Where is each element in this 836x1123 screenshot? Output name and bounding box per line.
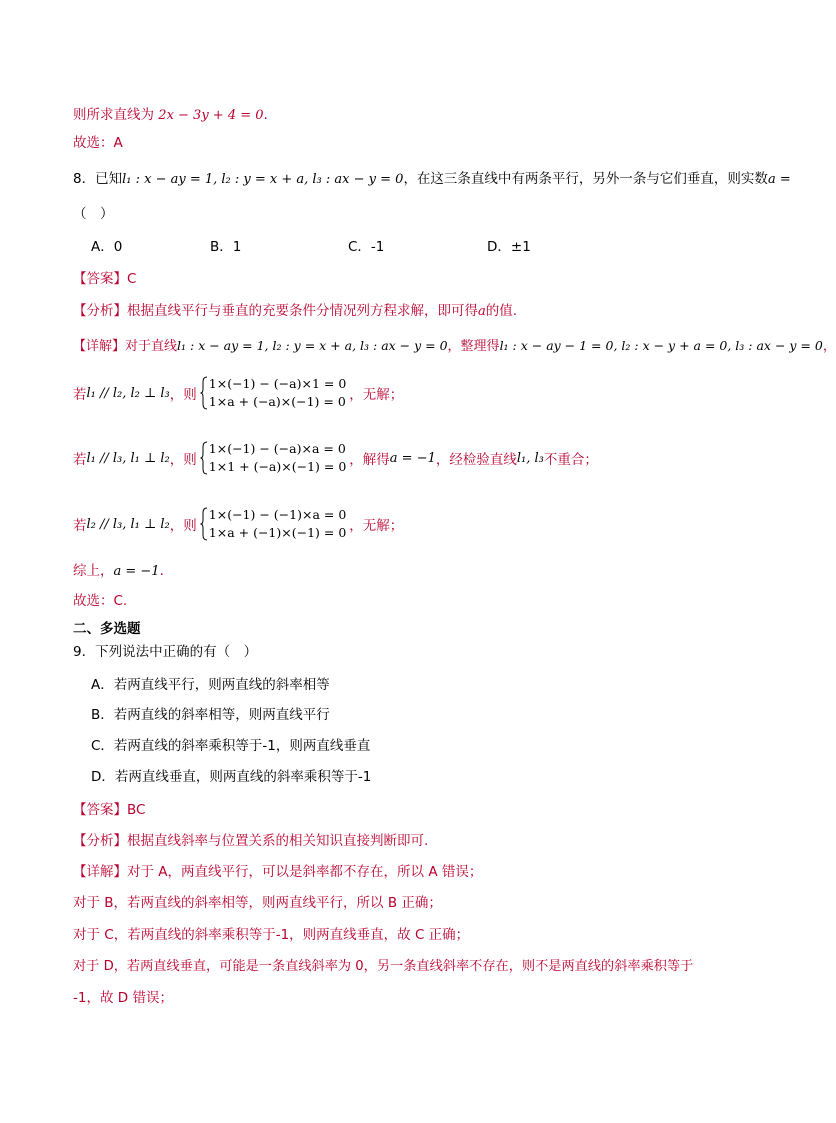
q8-case2-res-c: 不重合； [543,452,598,468]
q8-option-a: A．0 [91,239,123,255]
q8-case3-then: ，则 [169,518,197,534]
q8-detail [73,337,836,356]
q8-analysis-end: 的值. [485,303,518,319]
q9-option-d: D．若两直线垂直，则两直线的斜率乘积等于-1 [91,769,372,785]
q9-detail-3: 对于 C，若两直线的斜率乘积等于-1，则两直线垂直，故 C 正确； [73,927,470,943]
q9-answer-value: BC [127,802,146,818]
section-title: 二、多选题 [73,621,141,637]
q8-case2-cond: l₁ // l₃, l₁ ⊥ l₂ [86,450,170,466]
brace-icon [200,441,208,475]
brace-icon [200,376,208,410]
q8-stem-var: a = [767,172,791,187]
q8-case3-res: ，无解； [349,518,404,534]
prev-choice: 故选：A [73,135,123,151]
q9-detail-1: 对于 A，两直线平行，可以是斜率都不存在，所以 A 错误； [127,864,483,880]
q8-case2-res-b: ，经检验直线 [435,452,517,468]
q8-case2-eq1: 1×(−1) − (−a)×a = 0 [208,441,346,456]
q8-option-b: B．1 [210,239,242,255]
prev-result-line [73,106,268,125]
q8-option-c: C．-1 [348,239,385,255]
q9-analysis-text: 根据直线斜率与位置关系的相关知识直接判断即可. [127,833,429,849]
q8-case1-system [200,375,347,411]
q8-case3-cond: l₂ // l₃, l₁ ⊥ l₂ [86,516,170,532]
q8-analysis-tag: 【分析】 [73,303,127,319]
q8-case2-res-a: ，解得 [349,452,390,468]
q8-analysis [73,302,517,321]
q9-answer-tag: 【答案】 [73,802,127,818]
q8-answer [73,270,136,288]
q8-case2-then: ，则 [169,452,197,468]
q9-answer [73,801,145,819]
q8-analysis-var: a [478,304,486,319]
q9-detail-4: 对于 D，若两直线垂直，可能是一条直线斜率为 0，另一条直线斜率不存在，则不是两直线的斜率乘积等于 [73,959,694,974]
q9-detail-tag: 【详解】 [73,864,127,880]
q8-detail-lines: l₁ : x − ay = 1, l₂ : y = x + a, l₃ : ax − y = 0 [177,338,448,353]
q8-paren: （ ） [73,206,114,222]
brace-icon [200,507,208,541]
prev-result-text: 则所求直线为 [73,107,154,123]
prev-result-end: . [263,107,268,123]
q8-case3-eq1: 1×(−1) − (−1)×a = 0 [208,507,347,522]
q9-analysis-tag: 【分析】 [73,833,127,849]
q8-case2-system [200,440,347,476]
q8-case2-pre: 若 [73,452,87,468]
q8-case2 [73,440,598,476]
q8-case3 [73,506,403,542]
q8-summary [73,562,164,581]
q9-stem: 9．下列说法中正确的有（ ） [73,644,258,660]
q9-detail [73,863,482,881]
q8-case2-res-lines: l₁, l₃ [516,450,544,466]
q8-summary-pre: 综上， [73,563,114,579]
q8-case2-eq2: 1×1 + (−a)×(−1) = 0 [208,459,347,474]
q9-detail-5: -1，故 D 错误； [73,990,173,1006]
q8-detail-tag: 【详解】 [73,339,126,354]
q8-detail-c: ， [822,339,836,354]
q8-stem-lines: l₁ : x − ay = 1, l₂ : y = x + a, l₃ : ax − y = 0 [122,172,404,187]
q8-detail-lines2: l₁ : x − ay − 1 = 0, l₂ : x − y + a = 0, l₃ : ax − y = 0 [499,338,823,353]
q8-detail-b: ，整理得 [447,339,500,354]
q8-choice: 故选：C. [73,593,128,609]
q8-case1-pre: 若 [73,387,87,403]
q8-case1-res: ，无解； [349,387,404,403]
q8-answer-tag: 【答案】 [73,271,127,287]
q9-analysis [73,832,428,850]
q8-detail-a: 对于直线 [125,339,178,354]
q8-case1-then: ，则 [169,387,197,403]
q8-analysis-text: 根据直线平行与垂直的充要条件分情况列方程求解，即可得 [127,303,478,319]
q8-option-d: D．±1 [487,239,531,255]
q8-case3-pre: 若 [73,518,87,534]
q8-case3-eq2: 1×a + (−1)×(−1) = 0 [208,525,347,540]
q8-case1 [73,375,403,411]
prev-result-equation: 2x − 3y + 4 = 0 [158,108,264,123]
q9-option-c: C．若两直线的斜率乘积等于-1，则两直线垂直 [91,738,371,754]
q8-stem-prefix: 8．已知 [73,171,123,187]
q8-case2-res-eq: a = −1 [389,450,436,466]
q8-answer-value: C [127,271,137,287]
q9-option-a: A．若两直线平行，则两直线的斜率相等 [91,677,330,693]
q8-stem [73,170,791,189]
q8-summary-eq: a = −1 [113,564,160,579]
q8-case1-cond: l₁ // l₂, l₂ ⊥ l₃ [86,385,170,401]
q8-case1-eq2: 1×a + (−a)×(−1) = 0 [208,394,346,409]
q9-option-b: B．若两直线的斜率相等，则两直线平行 [91,707,330,723]
q8-summary-end: . [159,563,164,579]
q8-case1-eq1: 1×(−1) − (−a)×1 = 0 [208,376,347,391]
q8-case3-system [200,506,347,542]
q9-detail-2: 对于 B，若两直线的斜率相等，则两直线平行，所以 B 正确； [73,895,442,911]
q8-stem-suffix: ，在这三条直线中有两条平行，另外一条与它们垂直，则实数 [403,171,768,187]
